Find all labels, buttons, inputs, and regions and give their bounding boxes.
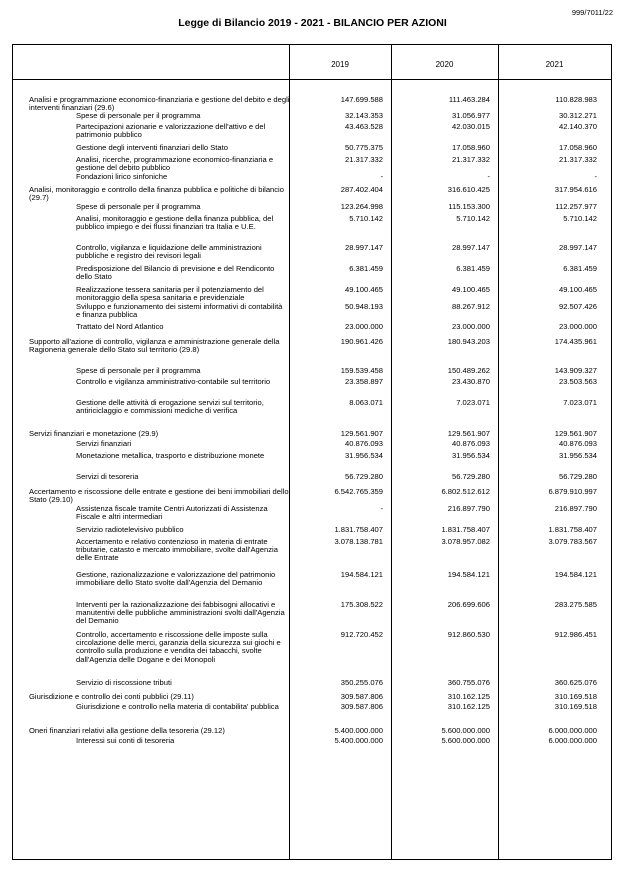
value-2021: 912.986.451	[554, 629, 597, 639]
value-2019: 129.561.907	[340, 429, 383, 438]
value-2019: 5.400.000.000	[334, 735, 383, 745]
value-2020: 23.000.000	[451, 322, 490, 331]
value-2019: 32.143.353	[344, 110, 383, 120]
value-2020: 23.430.870	[451, 376, 490, 386]
action-row	[13, 679, 611, 691]
action-row	[13, 737, 611, 749]
value-2020: 31.956.534	[451, 451, 490, 460]
row-label: Spese di personale per il programma	[76, 110, 201, 120]
value-2020: 40.876.093	[451, 439, 490, 448]
value-2021: 23.000.000	[558, 322, 597, 331]
value-2020: 180.943.203	[447, 336, 490, 346]
row-label: Accertamento e relativo contenzioso in materia di entrate tributarie, catasto e mercato immobiliare, svolte dall'Agenzia delle Entrate	[76, 536, 278, 563]
action-row	[13, 367, 611, 378]
value-2021: 7.023.071	[563, 397, 597, 407]
action-row	[13, 571, 611, 601]
value-2020: 88.267.912	[451, 302, 490, 311]
value-2019: 5.710.142	[349, 214, 383, 223]
value-2019: 309.587.806	[340, 692, 383, 701]
value-2020: 111.463.284	[448, 94, 490, 104]
value-2020: -	[487, 171, 490, 181]
value-2021: 283.275.585	[554, 599, 597, 609]
value-2019: 147.699.588	[340, 94, 383, 104]
value-2021: 317.954.616	[554, 185, 597, 194]
value-2019: 6.542.765.359	[334, 486, 383, 496]
value-2020: 912.860.530	[447, 629, 490, 639]
action-row	[13, 215, 611, 244]
value-2020: 6.802.512.612	[441, 486, 490, 496]
row-label: Supporto all'azione di controllo, vigilanza e amministrazione generale della Ragioneria generale dello Stato sul territorio (29.8)	[29, 336, 280, 354]
row-label: Gestione delle attività di erogazione servizi sul territorio, antiriciclaggio e commissioni mediche di verifica	[76, 397, 264, 415]
value-2020: 310.162.125	[447, 692, 490, 701]
value-2021: 360.625.076	[554, 677, 597, 687]
action-row	[13, 703, 611, 724]
value-2020: 3.078.957.082	[441, 536, 490, 546]
value-2019: 50.948.193	[344, 302, 383, 311]
value-2020: 206.699.606	[447, 599, 490, 609]
action-row	[13, 538, 611, 571]
program-row	[13, 727, 611, 737]
value-2019: 175.308.522	[340, 599, 383, 609]
value-2021: 23.503.563	[558, 376, 597, 386]
action-row	[13, 473, 611, 485]
value-2019: 49.100.465	[344, 285, 383, 294]
row-label: Gestione degli interventi finanziari dello Stato	[76, 142, 228, 152]
column-header-2019: 2019	[331, 60, 349, 69]
value-2020: 360.755.076	[447, 677, 490, 687]
row-label: Controllo e vigilanza amministrativo-contabile sul territorio	[76, 376, 271, 386]
value-2019: 56.729.280	[344, 472, 383, 481]
action-row	[13, 144, 611, 156]
value-2021: 6.381.459	[563, 264, 597, 273]
row-label: Sviluppo e funzionamento dei sistemi informativi di contabilità e finanza pubblica	[76, 302, 283, 320]
row-label: Spese di personale per il programma	[76, 202, 201, 211]
value-2021: 1.831.758.407	[548, 524, 597, 534]
row-label: Analisi, ricerche, programmazione economico-finanziaria e gestione del debito pubblico	[76, 154, 274, 172]
value-2019: 50.775.375	[344, 142, 383, 152]
row-label: Spese di personale per il programma	[76, 365, 201, 375]
value-2019: 21.317.332	[344, 154, 383, 164]
value-2019: 123.264.998	[340, 202, 383, 211]
value-2020: 5.600.000.000	[441, 735, 490, 745]
value-2021: 92.507.426	[558, 302, 597, 311]
value-2021: 112.257.977	[555, 202, 597, 211]
value-2020: 5.710.142	[456, 214, 490, 223]
row-label: Oneri finanziari relativi alla gestione della tesoreria (29.12)	[29, 725, 225, 735]
document-reference: 999/7011/22	[571, 8, 613, 17]
row-label: Controllo, vigilanza e liquidazione delle amministrazioni pubbliche e registro dei revisori legali	[76, 243, 262, 261]
value-2021: 40.876.093	[558, 439, 597, 448]
row-label: Gestione, razionalizzazione e valorizzazione del patrimonio immobiliare dello Stato svolte dall'Agenzia del Demanio	[76, 569, 276, 587]
row-label: Servizi di tesoreria	[76, 472, 139, 481]
value-2021: 3.079.783.567	[548, 536, 597, 546]
value-2020: 42.030.015	[451, 121, 490, 131]
value-2019: 23.000.000	[344, 322, 383, 331]
program-row	[13, 96, 611, 112]
value-2020: 56.729.280	[451, 472, 490, 481]
action-row	[13, 286, 611, 303]
value-2020: 6.381.459	[456, 264, 490, 273]
action-row	[13, 173, 611, 184]
action-row	[13, 601, 611, 631]
row-label: Interventi per la razionalizzazione dei fabbisogni allocativi e manutentivi delle pubbliche amministrazioni svolti dall'Agenzia del Demanio	[76, 599, 285, 626]
row-label: Analisi e programmazione economico-finanziaria e gestione del debito e degli interventi finanziari (29.6)	[29, 94, 290, 112]
value-2021: 216.897.790	[554, 503, 597, 513]
row-label: Servizio radiotelevisivo pubblico	[76, 524, 184, 534]
action-row	[13, 399, 611, 428]
row-label: Realizzazione tessera sanitaria per il potenziamento del monitoraggio della spesa sanitaria e previdenziale	[76, 285, 264, 303]
action-row	[13, 378, 611, 399]
value-2020: 316.610.425	[447, 185, 490, 194]
value-2019: 1.831.758.407	[334, 524, 383, 534]
action-row	[13, 323, 611, 335]
budget-table	[12, 44, 612, 860]
value-2020: 7.023.071	[456, 397, 490, 407]
value-2019: 6.381.459	[349, 264, 383, 273]
value-2020: 216.897.790	[447, 503, 490, 513]
action-row	[13, 244, 611, 265]
value-2020: 115.153.300	[448, 202, 490, 211]
value-2021: 6.879.910.997	[548, 486, 597, 496]
value-2021: -	[594, 171, 597, 181]
value-2019: 23.358.897	[344, 376, 383, 386]
program-row	[13, 488, 611, 505]
row-label: Predisposizione del Bilancio di previsione e del Rendiconto dello Stato	[76, 264, 275, 282]
action-row	[13, 452, 611, 473]
column-header-2020: 2020	[435, 60, 454, 69]
value-2021: 143.909.327	[554, 365, 597, 375]
value-2020: 21.317.332	[451, 154, 490, 164]
row-label: Controllo, accertamento e riscossione delle imposte sulla circolazione delle merci, garanzia della sicurezza sui giochi e controllo sulla produzione e vendita dei tabacchi, svolte dall'Agenzia delle Dogane e dei Monopoli	[76, 629, 281, 664]
table-body	[13, 93, 611, 749]
row-label: Assistenza fiscale tramite Centri Autorizzati di Assistenza Fiscale e altri intermediari	[76, 503, 268, 521]
action-row	[13, 123, 611, 144]
value-2019: -	[380, 503, 383, 513]
value-2019: -	[380, 171, 383, 181]
action-row	[13, 265, 611, 286]
row-label: Giurisdizione e controllo dei conti pubblici (29.11)	[29, 692, 194, 701]
value-2019: 43.463.528	[344, 121, 383, 131]
value-2021: 49.100.465	[558, 285, 597, 294]
value-2021: 194.584.121	[554, 569, 597, 579]
value-2019: 28.997.147	[344, 243, 383, 252]
value-2019: 190.961.426	[340, 336, 383, 346]
value-2019: 350.255.076	[340, 677, 383, 687]
row-label: Analisi, monitoraggio e controllo della finanza pubblica e politiche di bilancio (29.7)	[29, 185, 284, 203]
value-2021: 30.312.271	[558, 110, 597, 120]
row-label: Monetazione metallica, trasporto e distribuzione monete	[76, 451, 265, 460]
value-2020: 49.100.465	[451, 285, 490, 294]
value-2021: 56.729.280	[558, 472, 597, 481]
row-label: Giurisdizione e controllo nella materia di contabilita' pubblica	[76, 702, 279, 711]
row-label: Servizi finanziari e monetazione (29.9)	[29, 429, 159, 438]
value-2020: 5.600.000.000	[441, 725, 490, 735]
action-row	[13, 505, 611, 526]
row-label: Servizi finanziari	[76, 439, 132, 448]
value-2019: 194.584.121	[340, 569, 383, 579]
action-row	[13, 303, 611, 323]
value-2020: 129.561.907	[447, 429, 490, 438]
value-2019: 5.400.000.000	[334, 725, 383, 735]
value-2021: 21.317.332	[558, 154, 597, 164]
value-2020: 31.056.977	[451, 110, 490, 120]
value-2019: 287.402.404	[340, 185, 383, 194]
value-2021: 5.710.142	[563, 214, 597, 223]
value-2019: 159.539.458	[340, 365, 383, 375]
value-2020: 310.162.125	[447, 702, 490, 711]
page-title: Legge di Bilancio 2019 - 2021 - BILANCIO PER AZIONI	[178, 17, 447, 29]
value-2020: 194.584.121	[447, 569, 490, 579]
row-label: Trattato del Nord Atlantico	[76, 322, 164, 331]
value-2021: 42.140.370	[558, 121, 597, 131]
program-row	[13, 338, 611, 367]
value-2020: 17.058.960	[451, 142, 490, 152]
value-2020: 1.831.758.407	[441, 524, 490, 534]
value-2021: 174.435.961	[554, 336, 597, 346]
header-divider	[13, 79, 611, 80]
value-2019: 309.587.806	[340, 702, 383, 711]
value-2019: 8.063.071	[349, 397, 383, 407]
column-header-2021: 2021	[545, 60, 564, 69]
value-2021: 6.000.000.000	[548, 735, 597, 745]
value-2019: 40.876.093	[344, 439, 383, 448]
action-row	[13, 631, 611, 679]
value-2020: 150.489.262	[447, 365, 490, 375]
value-2021: 28.997.147	[558, 243, 597, 252]
value-2021: 310.169.518	[554, 692, 597, 701]
value-2021: 31.956.534	[558, 451, 597, 460]
row-label: Servizio di riscossione tributi	[76, 677, 172, 687]
row-label: Partecipazioni azionarie e valorizzazione dell'attivo e del patrimonio pubblico	[76, 121, 266, 139]
value-2019: 912.720.452	[340, 629, 383, 639]
row-label: Accertamento e riscossione delle entrate e gestione dei beni immobiliari dello Stato (29.10)	[29, 486, 289, 504]
value-2021: 6.000.000.000	[548, 725, 597, 735]
row-label: Interessi sui conti di tesoreria	[76, 735, 175, 745]
value-2021: 310.169.518	[554, 702, 597, 711]
action-row	[13, 156, 611, 173]
action-row	[13, 526, 611, 538]
value-2021: 17.058.960	[558, 142, 597, 152]
value-2021: 110.828.983	[555, 94, 597, 104]
program-row	[13, 186, 611, 203]
value-2019: 31.956.534	[344, 451, 383, 460]
value-2021: 129.561.907	[554, 429, 597, 438]
action-row	[13, 112, 611, 123]
row-label: Analisi, monitoraggio e gestione della finanza pubblica, del pubblico impiego e dei flussi finanziari tra Italia e U.E.	[76, 214, 274, 232]
value-2020: 28.997.147	[451, 243, 490, 252]
row-label: Fondazioni lirico sinfoniche	[76, 171, 168, 181]
value-2019: 3.078.138.781	[334, 536, 383, 546]
